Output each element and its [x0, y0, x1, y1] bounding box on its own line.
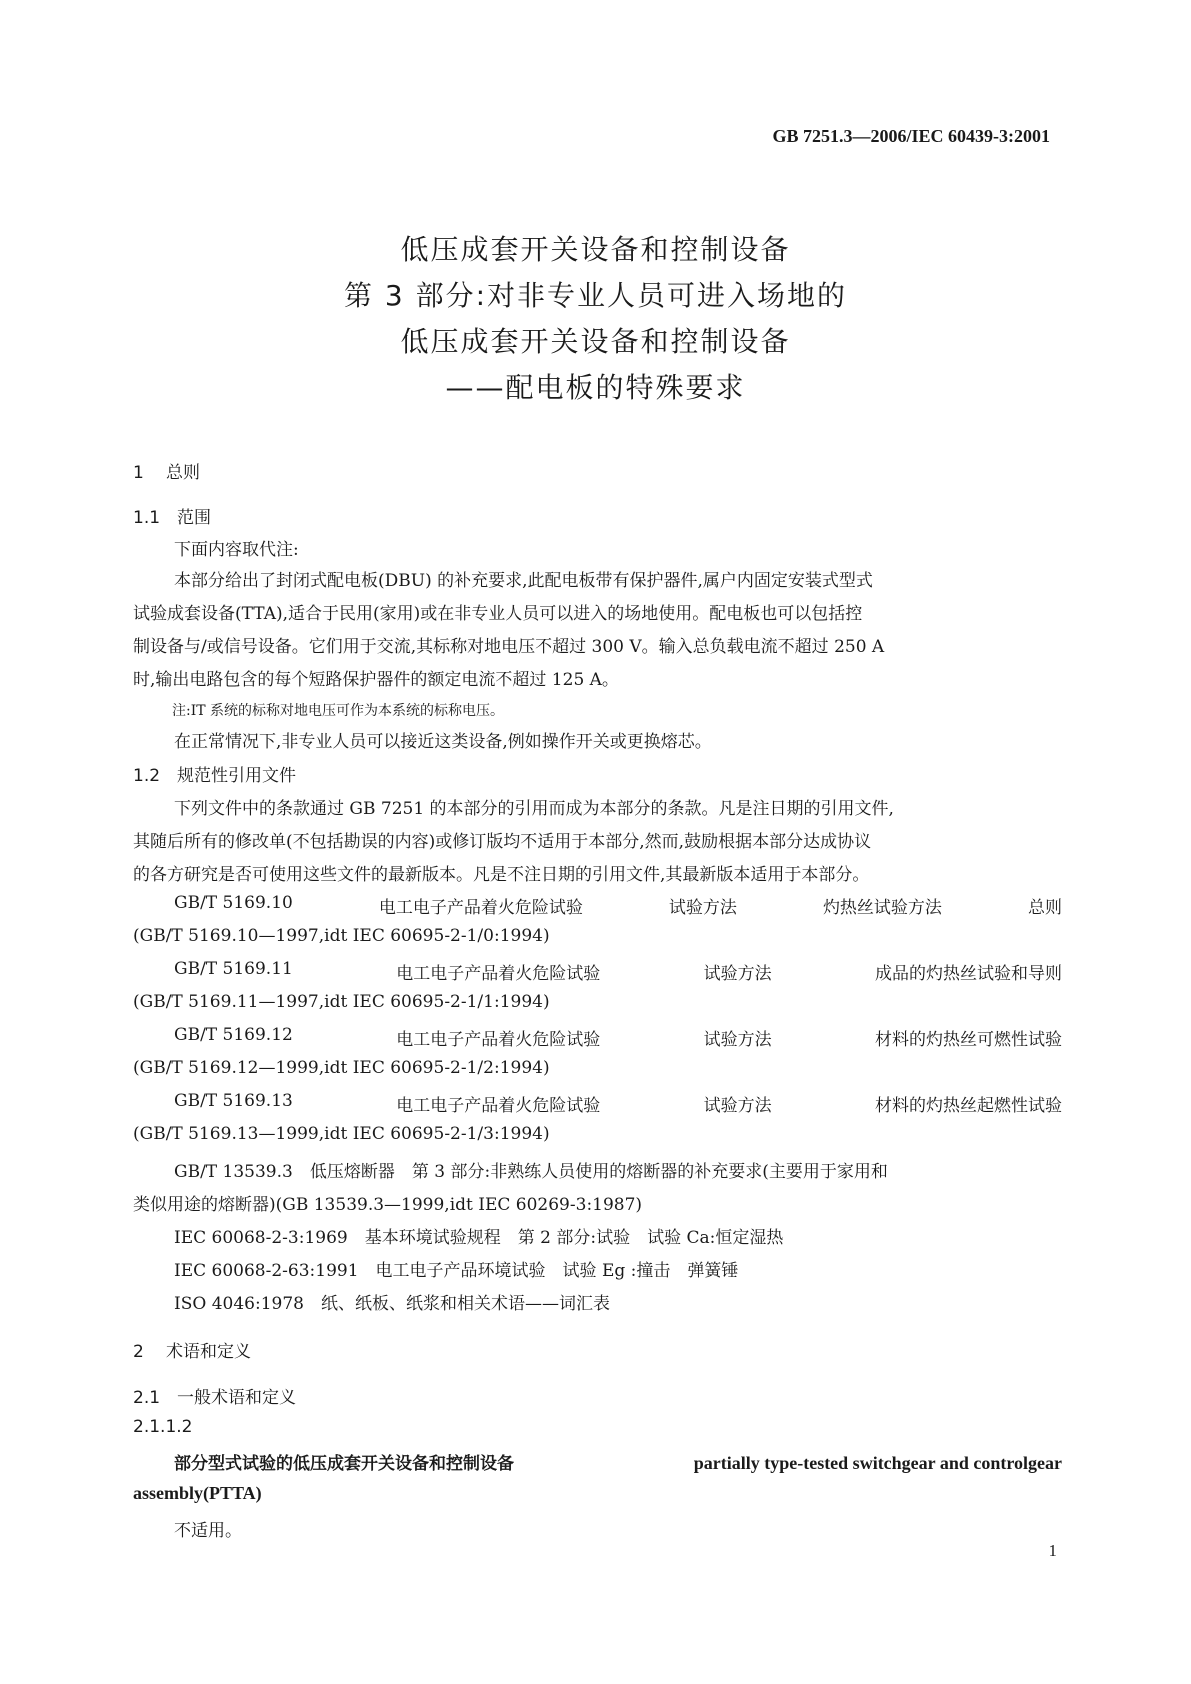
section-1-1-heading — [133, 503, 211, 528]
paragraph-line: 本部分给出了封闭式配电板(DBU) 的补充要求,此配电板带有保护器件,属户内固定安装式型式 — [174, 571, 873, 591]
reference-iec-60068-2-3: IEC 60068-2-3:1969 基本环境试验规程 第 2 部分:试验 试验 Ca:恒定湿热 — [174, 1228, 784, 1248]
term-chinese: 部分型式试验的低压成套开关设备和控制设备 — [174, 1454, 514, 1474]
paragraph-line: 的各方研究是否可使用这些文件的最新版本。凡是不注日期的引用文件,其最新版本适用于本部分。 — [133, 865, 870, 885]
reference-title-part: 电工电子产品着火危险试验 — [396, 964, 601, 984]
reference-gbt-13539-3: GB/T 13539.3 低压熔断器 第 3 部分:非熟练人员使用的熔断器的补充要求(主要用于家用和 — [174, 1162, 888, 1182]
reference-title-part: 成品的灼热丝试验和导则 — [874, 964, 1062, 984]
reference-title-part: 材料的灼热丝起燃性试验 — [874, 1096, 1062, 1116]
reference-gbt-5169-12 — [174, 1025, 1062, 1050]
section-number: 2.1 — [133, 1388, 161, 1408]
section-2-1-heading — [133, 1383, 296, 1408]
section-title: 一般术语和定义 — [177, 1388, 296, 1408]
clause-2-1-1-2-number: 2.1.1.2 — [133, 1417, 193, 1437]
reference-continuation: 类似用途的熔断器)(GB 13539.3—1999,idt IEC 60269-3:1987) — [133, 1195, 643, 1215]
paragraph-line: 下列文件中的条款通过 GB 7251 的本部分的引用而成为本部分的条款。凡是注日期的引用文件, — [174, 799, 894, 819]
title-line-4: ——配电板的特殊要求 — [445, 371, 746, 404]
section-number: 2 — [133, 1342, 144, 1362]
scope-paragraph-2: 在正常情况下,非专业人员可以接近这类设备,例如操作开关或更换熔芯。 — [174, 732, 712, 752]
reference-title-part: 总则 — [1027, 898, 1062, 918]
reference-code: GB/T 5169.11 — [174, 959, 293, 979]
section-title: 规范性引用文件 — [177, 766, 296, 786]
reference-code: GB/T 5169.10 — [174, 893, 293, 913]
term-english: partially type-tested switchgear and controlgear — [693, 1453, 1062, 1473]
reference-gbt-5169-13 — [174, 1091, 1062, 1116]
reference-code: GB/T 5169.12 — [174, 1025, 293, 1045]
section-1-heading — [133, 458, 200, 483]
section-number: 1 — [133, 463, 144, 483]
section-1-2-heading — [133, 761, 296, 786]
reference-iso-4046: ISO 4046:1978 纸、纸板、纸浆和相关术语——词汇表 — [174, 1294, 610, 1314]
paragraph-line: 时,输出电路包含的每个短路保护器件的额定电流不超过 125 A。 — [133, 670, 619, 690]
reference-continuation: (GB/T 5169.12—1999,idt IEC 60695-2-1/2:1994) — [133, 1058, 550, 1078]
reference-title-part: 试验方法 — [668, 898, 737, 918]
section-number: 1.2 — [133, 766, 161, 786]
section-title: 术语和定义 — [166, 1342, 251, 1362]
reference-gbt-5169-11 — [174, 959, 1062, 984]
reference-continuation: (GB/T 5169.11—1997,idt IEC 60695-2-1/1:1994) — [133, 992, 550, 1012]
reference-title-part: 电工电子产品着火危险试验 — [378, 898, 583, 918]
reference-continuation: (GB/T 5169.13—1999,idt IEC 60695-2-1/3:1994) — [133, 1124, 550, 1144]
scope-intro: 下面内容取代注: — [174, 540, 299, 560]
paragraph-line: 其随后所有的修改单(不包括勘误的内容)或修订版均不适用于本部分,然而,鼓励根据本部分达成协议 — [133, 832, 872, 852]
page-number: 1 — [1048, 1541, 1057, 1560]
title-line-3: 低压成套开关设备和控制设备 — [400, 325, 791, 358]
title-line-1: 低压成套开关设备和控制设备 — [400, 233, 791, 266]
reference-title-part: 灼热丝试验方法 — [822, 898, 942, 918]
section-title: 总则 — [166, 463, 200, 483]
reference-title-part: 电工电子产品着火危险试验 — [396, 1096, 601, 1116]
term-definition-line — [174, 1449, 1062, 1474]
section-2-heading — [133, 1337, 251, 1362]
reference-gbt-5169-10 — [174, 893, 1062, 918]
reference-title-part: 试验方法 — [703, 1096, 772, 1116]
paragraph-line: 制设备与/或信号设备。它们用于交流,其标称对地电压不超过 300 V。输入总负载电流不超过 250 A — [133, 637, 885, 657]
term-english-continuation: assembly(PTTA) — [133, 1483, 262, 1503]
reference-title-part: 材料的灼热丝可燃性试验 — [874, 1030, 1062, 1050]
section-title: 范围 — [177, 508, 211, 528]
reference-title-part: 试验方法 — [703, 1030, 772, 1050]
title-line-2: 第 3 部分:对非专业人员可进入场地的 — [343, 279, 848, 312]
reference-code: GB/T 5169.13 — [174, 1091, 293, 1111]
reference-iec-60068-2-63: IEC 60068-2-63:1991 电工电子产品环境试验 试验 Eg :撞击 弹簧锤 — [174, 1261, 739, 1281]
reference-title-part: 电工电子产品着火危险试验 — [396, 1030, 601, 1050]
paragraph-line: 试验成套设备(TTA),适合于民用(家用)或在非专业人员可以进入的场地使用。配电板也可以包括控 — [133, 604, 863, 624]
scope-note: 注:IT 系统的标称对地电压可作为本系统的标称电压。 — [172, 703, 505, 719]
standard-code: GB 7251.3—2006/IEC 60439-3:2001 — [772, 126, 1050, 146]
term-body: 不适用。 — [174, 1521, 242, 1541]
section-number: 1.1 — [133, 508, 161, 528]
reference-title-part: 试验方法 — [703, 964, 772, 984]
reference-continuation: (GB/T 5169.10—1997,idt IEC 60695-2-1/0:1994) — [133, 926, 550, 946]
